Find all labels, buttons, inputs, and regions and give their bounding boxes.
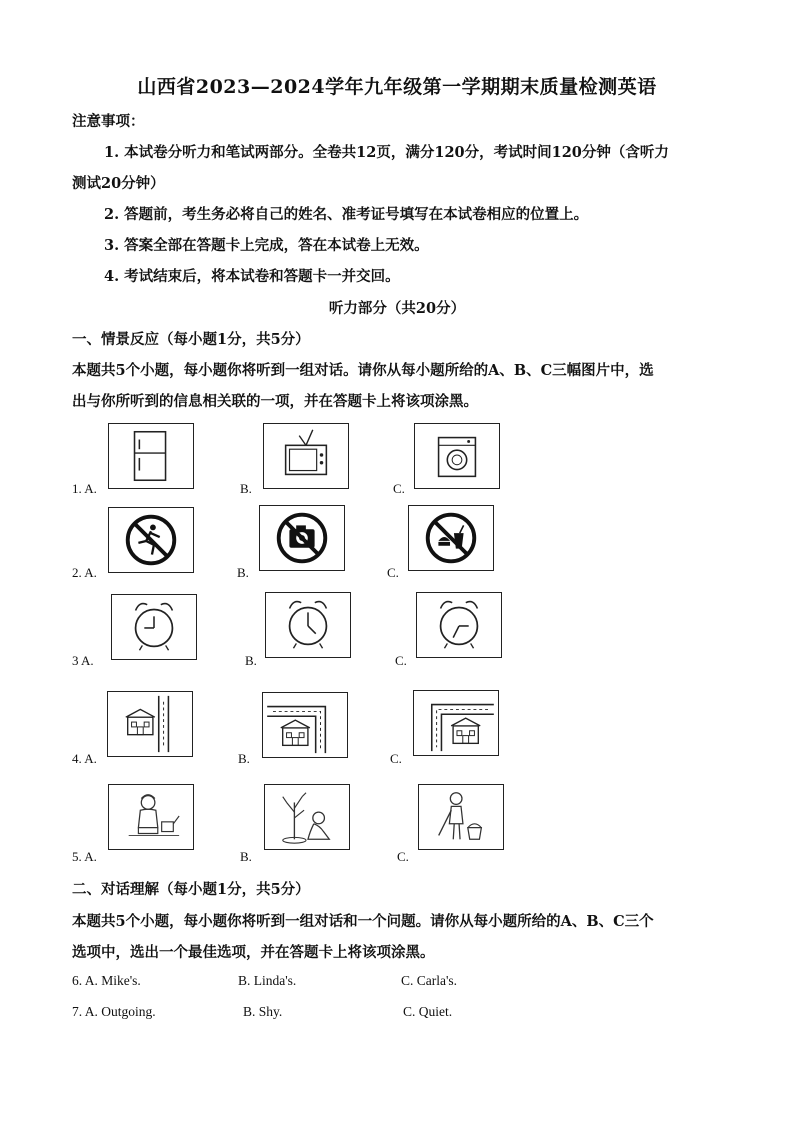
q1-a-label: 1. A. bbox=[72, 481, 97, 496]
section1-instructions-1: 本题共5个小题，每小题你将听到一组对话。请你从每小题所给的A、B、C三幅图片中，选 bbox=[72, 362, 654, 379]
washing-machine-icon[interactable] bbox=[414, 423, 500, 489]
no-photo-icon[interactable] bbox=[259, 505, 345, 571]
notice-item-1-cont: 测试20分钟） bbox=[72, 175, 165, 192]
notice-item-2: 2. 答题前，考生务必将自己的姓名、准考证号填写在本试卷相应的位置上。 bbox=[104, 206, 589, 223]
route-straight-icon[interactable] bbox=[107, 691, 193, 757]
tv-icon[interactable] bbox=[263, 423, 349, 489]
q7-option-c[interactable]: C. Quiet. bbox=[403, 1004, 453, 1019]
clock-icon[interactable] bbox=[416, 592, 502, 658]
route-turn-icon[interactable] bbox=[413, 690, 499, 756]
q6-option-c[interactable]: C. Carla's. bbox=[401, 973, 458, 988]
section2-heading: 二、对话理解（每小题1分，共5分） bbox=[72, 881, 310, 898]
q4-b-label: B. bbox=[238, 751, 250, 766]
q2-c-label: C. bbox=[387, 565, 399, 580]
section1-instructions-2: 出与你所听到的信息相关联的一项，并在答题卡上将该项涂黑。 bbox=[72, 393, 478, 410]
girl-cooking-icon[interactable] bbox=[108, 784, 194, 850]
q1-b-label: B. bbox=[240, 481, 252, 496]
planting-tree-icon[interactable] bbox=[264, 784, 350, 850]
notice-item-4: 4. 考试结束后，将本试卷和答题卡一并交回。 bbox=[104, 268, 400, 285]
q6-option-b[interactable]: B. Linda's. bbox=[238, 973, 297, 988]
q5-b-label: B. bbox=[240, 849, 252, 864]
q5-c-label: C. bbox=[397, 849, 409, 864]
clock-icon[interactable] bbox=[111, 594, 197, 660]
q3-c-label: C. bbox=[395, 653, 407, 668]
q7-option-b[interactable]: B. Shy. bbox=[243, 1004, 283, 1019]
page-title: 山西省2023—2024学年九年级第一学期期末质量检测英语 bbox=[137, 76, 657, 98]
listening-title: 听力部分（共20分） bbox=[328, 300, 466, 317]
q3-b-label: B. bbox=[245, 653, 257, 668]
q1-c-label: C. bbox=[393, 481, 405, 496]
section2-instructions-2: 选项中，选出一个最佳选项，并在答题卡上将该项涂黑。 bbox=[72, 944, 435, 961]
q7-option-a[interactable]: 7. A. Outgoing. bbox=[72, 1004, 156, 1019]
q3-a-label: 3 A. bbox=[72, 653, 94, 668]
q5-a-label: 5. A. bbox=[72, 849, 97, 864]
q4-a-label: 4. A. bbox=[72, 751, 97, 766]
notice-item-3: 3. 答案全部在答题卡上完成，答在本试卷上无效。 bbox=[104, 237, 429, 254]
section1-heading: 一、情景反应（每小题1分，共5分） bbox=[72, 331, 310, 348]
no-running-icon[interactable] bbox=[108, 507, 194, 573]
notice-heading: 注意事项： bbox=[72, 113, 145, 130]
sweeping-icon[interactable] bbox=[418, 784, 504, 850]
fridge-icon[interactable] bbox=[108, 423, 194, 489]
q4-c-label: C. bbox=[390, 751, 402, 766]
no-food-icon[interactable] bbox=[408, 505, 494, 571]
q2-b-label: B. bbox=[237, 565, 249, 580]
clock-icon[interactable] bbox=[265, 592, 351, 658]
q2-a-label: 2. A. bbox=[72, 565, 97, 580]
notice-item-1: 1. 本试卷分听力和笔试两部分。全卷共12页，满分120分，考试时间120分钟（含听力 bbox=[104, 144, 669, 161]
section2-instructions-1: 本题共5个小题，每小题你将听到一组对话和一个问题。请你从每小题所给的A、B、C三个 bbox=[72, 913, 654, 930]
route-turn-icon[interactable] bbox=[262, 692, 348, 758]
q6-option-a[interactable]: 6. A. Mike's. bbox=[72, 973, 141, 988]
